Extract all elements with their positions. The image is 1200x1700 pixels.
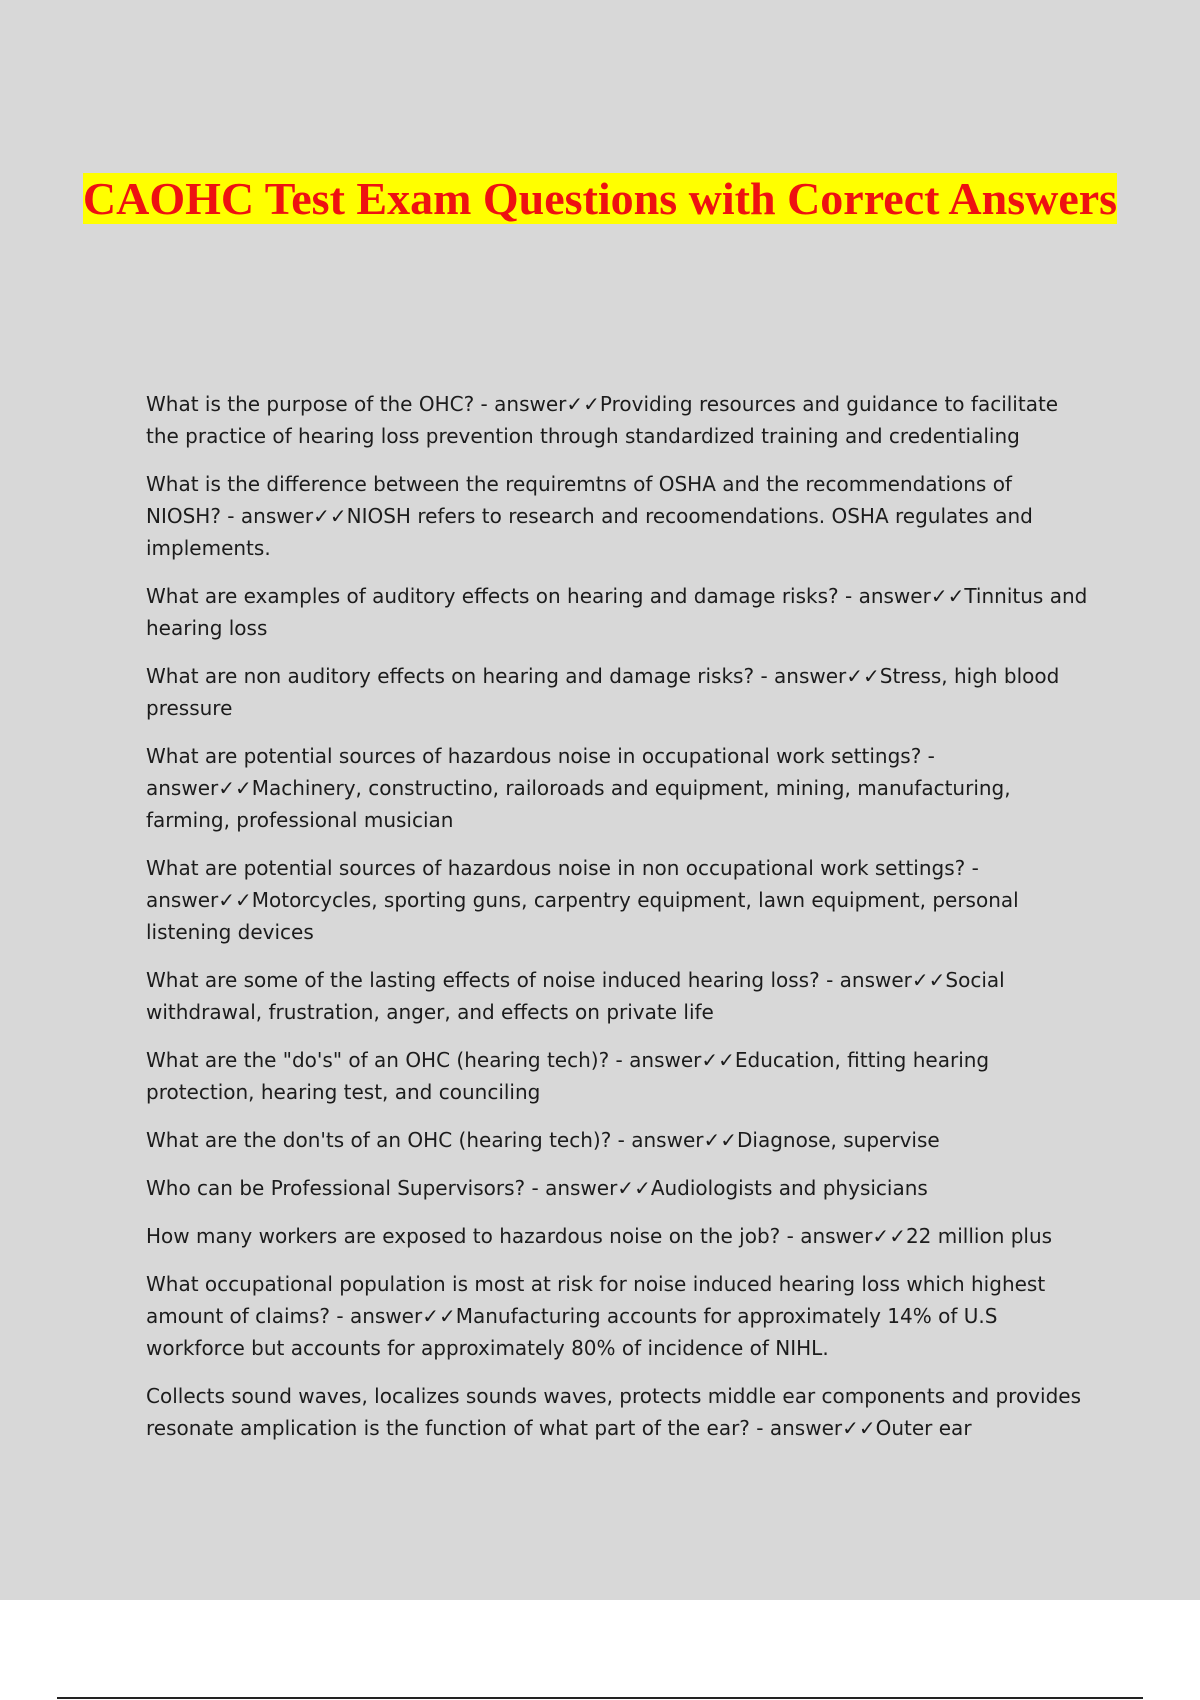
qa-item-1: What is the purpose of the OHC? - answer✓✓Providing resources and guidance to facilitate the practice of hearing loss prevention through standardized training and credentialing xyxy=(146,392,1059,448)
qa-item-5: What are potential sources of hazardous noise in occupational work settings? - answer✓✓Machinery, constructino, railoroads and equipment, mining, manufacturing, farming, professional musician xyxy=(146,744,1011,832)
qa-list xyxy=(146,388,1092,1460)
qa-item-7: What are some of the lasting effects of noise induced hearing loss? - answer✓✓Social withdrawal, frustration, anger, and effects on private life xyxy=(146,968,1005,1024)
qa-item-8: What are the "do's" of an OHC (hearing tech)? - answer✓✓Education, fitting hearing protection, hearing test, and counciling xyxy=(146,1048,990,1104)
document-title-block xyxy=(0,168,1200,229)
qa-item-3: What are examples of auditory effects on hearing and damage risks? - answer✓✓Tinnitus and hearing loss xyxy=(146,584,1088,640)
qa-item-4: What are non auditory effects on hearing and damage risks? - answer✓✓Stress, high blood pressure xyxy=(146,664,1060,720)
qa-item-11: How many workers are exposed to hazardous noise on the job? - answer✓✓22 million plus xyxy=(146,1224,1053,1248)
qa-item-9: What are the don'ts of an OHC (hearing tech)? - answer✓✓Diagnose, supervise xyxy=(146,1128,940,1152)
footer-divider xyxy=(57,1697,1143,1699)
qa-item-13: Collects sound waves, localizes sounds waves, protects middle ear components and provides resonate amplication is the function of what part of the ear? - answer✓✓Outer ear xyxy=(146,1384,1081,1440)
qa-item-12: What occupational population is most at risk for noise induced hearing loss which highest amount of claims? - answer✓✓Manufacturing accounts for approximately 14% of U.S workforce but accounts for approximately 80% of incidence of NIHL. xyxy=(146,1272,1046,1360)
qa-item-2: What is the difference between the requiremtns of OSHA and the recommendations of NIOSH? - answer✓✓NIOSH refers to research and recoomendations. OSHA regulates and implements. xyxy=(146,472,1033,560)
qa-item-10: Who can be Professional Supervisors? - answer✓✓Audiologists and physicians xyxy=(146,1176,928,1200)
document-title: CAOHC Test Exam Questions with Correct Answers xyxy=(82,173,1118,224)
qa-item-6: What are potential sources of hazardous noise in non occupational work settings? - answer✓✓Motorcycles, sporting guns, carpentry equipment, lawn equipment, personal listening devices xyxy=(146,856,1019,944)
